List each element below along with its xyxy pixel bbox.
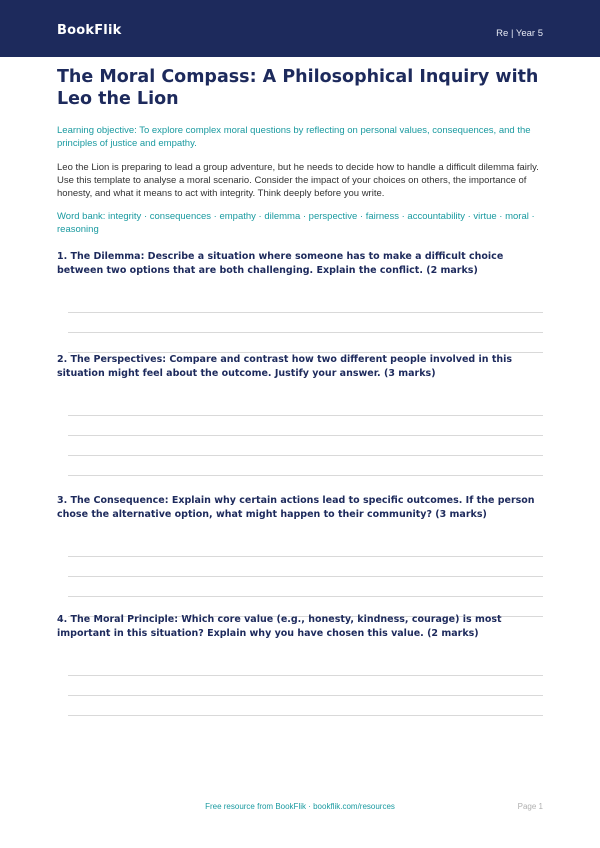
brand-logo: BookFlik bbox=[57, 23, 122, 38]
question-2: 2. The Perspectives: Compare and contrast how two different people involved in this situation might feel about the outcome. Justify your answer. (3 marks) bbox=[57, 354, 513, 379]
page-number: Page 1 bbox=[517, 802, 543, 811]
answer-line[interactable] bbox=[68, 415, 543, 416]
question-1: 1. The Dilemma: Describe a situation where someone has to make a difficult choice between two options that are both challenging. Explain the conflict. (2 marks) bbox=[57, 251, 504, 276]
header-bar bbox=[0, 0, 600, 57]
answer-line[interactable] bbox=[68, 332, 543, 333]
answer-lines-4 bbox=[57, 675, 543, 716]
answer-line[interactable] bbox=[68, 312, 543, 313]
question-3: 3. The Consequence: Explain why certain actions lead to specific outcomes. If the person chose the alternative option, what might happen to their community? (3 marks) bbox=[57, 495, 535, 520]
answer-line[interactable] bbox=[68, 475, 543, 476]
answer-line[interactable] bbox=[68, 556, 543, 557]
learning-objective: Learning objective: To explore complex moral questions by reflecting on personal values, consequences, and the principles of justice and empathy. bbox=[57, 125, 531, 149]
answer-lines-2 bbox=[57, 415, 543, 476]
answer-line[interactable] bbox=[68, 435, 543, 436]
answer-line[interactable] bbox=[68, 576, 543, 577]
question-4: 4. The Moral Principle: Which core value (e.g., honesty, kindness, courage) is most important in this situation? Explain why you have chosen this value. (2 marks) bbox=[57, 614, 502, 639]
footer-resource-link[interactable]: Free resource from BookFlik · bookflik.com/resources bbox=[205, 802, 395, 811]
subject-year-label: Re | Year 5 bbox=[496, 28, 543, 39]
answer-line[interactable] bbox=[68, 715, 543, 716]
page-title: The Moral Compass: A Philosophical Inquiry with Leo the Lion bbox=[57, 67, 539, 109]
answer-line[interactable] bbox=[68, 596, 543, 597]
answer-line[interactable] bbox=[68, 695, 543, 696]
word-bank: Word bank: integrity · consequences · empathy · dilemma · perspective · fairness · accountability · virtue · moral · reasoning bbox=[57, 211, 535, 235]
answer-line[interactable] bbox=[68, 455, 543, 456]
intro-paragraph: Leo the Lion is preparing to lead a group adventure, but he needs to decide how to handle a difficult dilemma fairly. Use this template to analyse a moral scenario. Consider the impact of your choices on others, the importance of honesty, and what it means to act with integrity. Think deeply before you write. bbox=[57, 162, 539, 199]
worksheet-body bbox=[57, 66, 543, 716]
answer-lines-1 bbox=[57, 312, 543, 353]
answer-line[interactable] bbox=[68, 675, 543, 676]
answer-lines-3 bbox=[57, 556, 543, 617]
